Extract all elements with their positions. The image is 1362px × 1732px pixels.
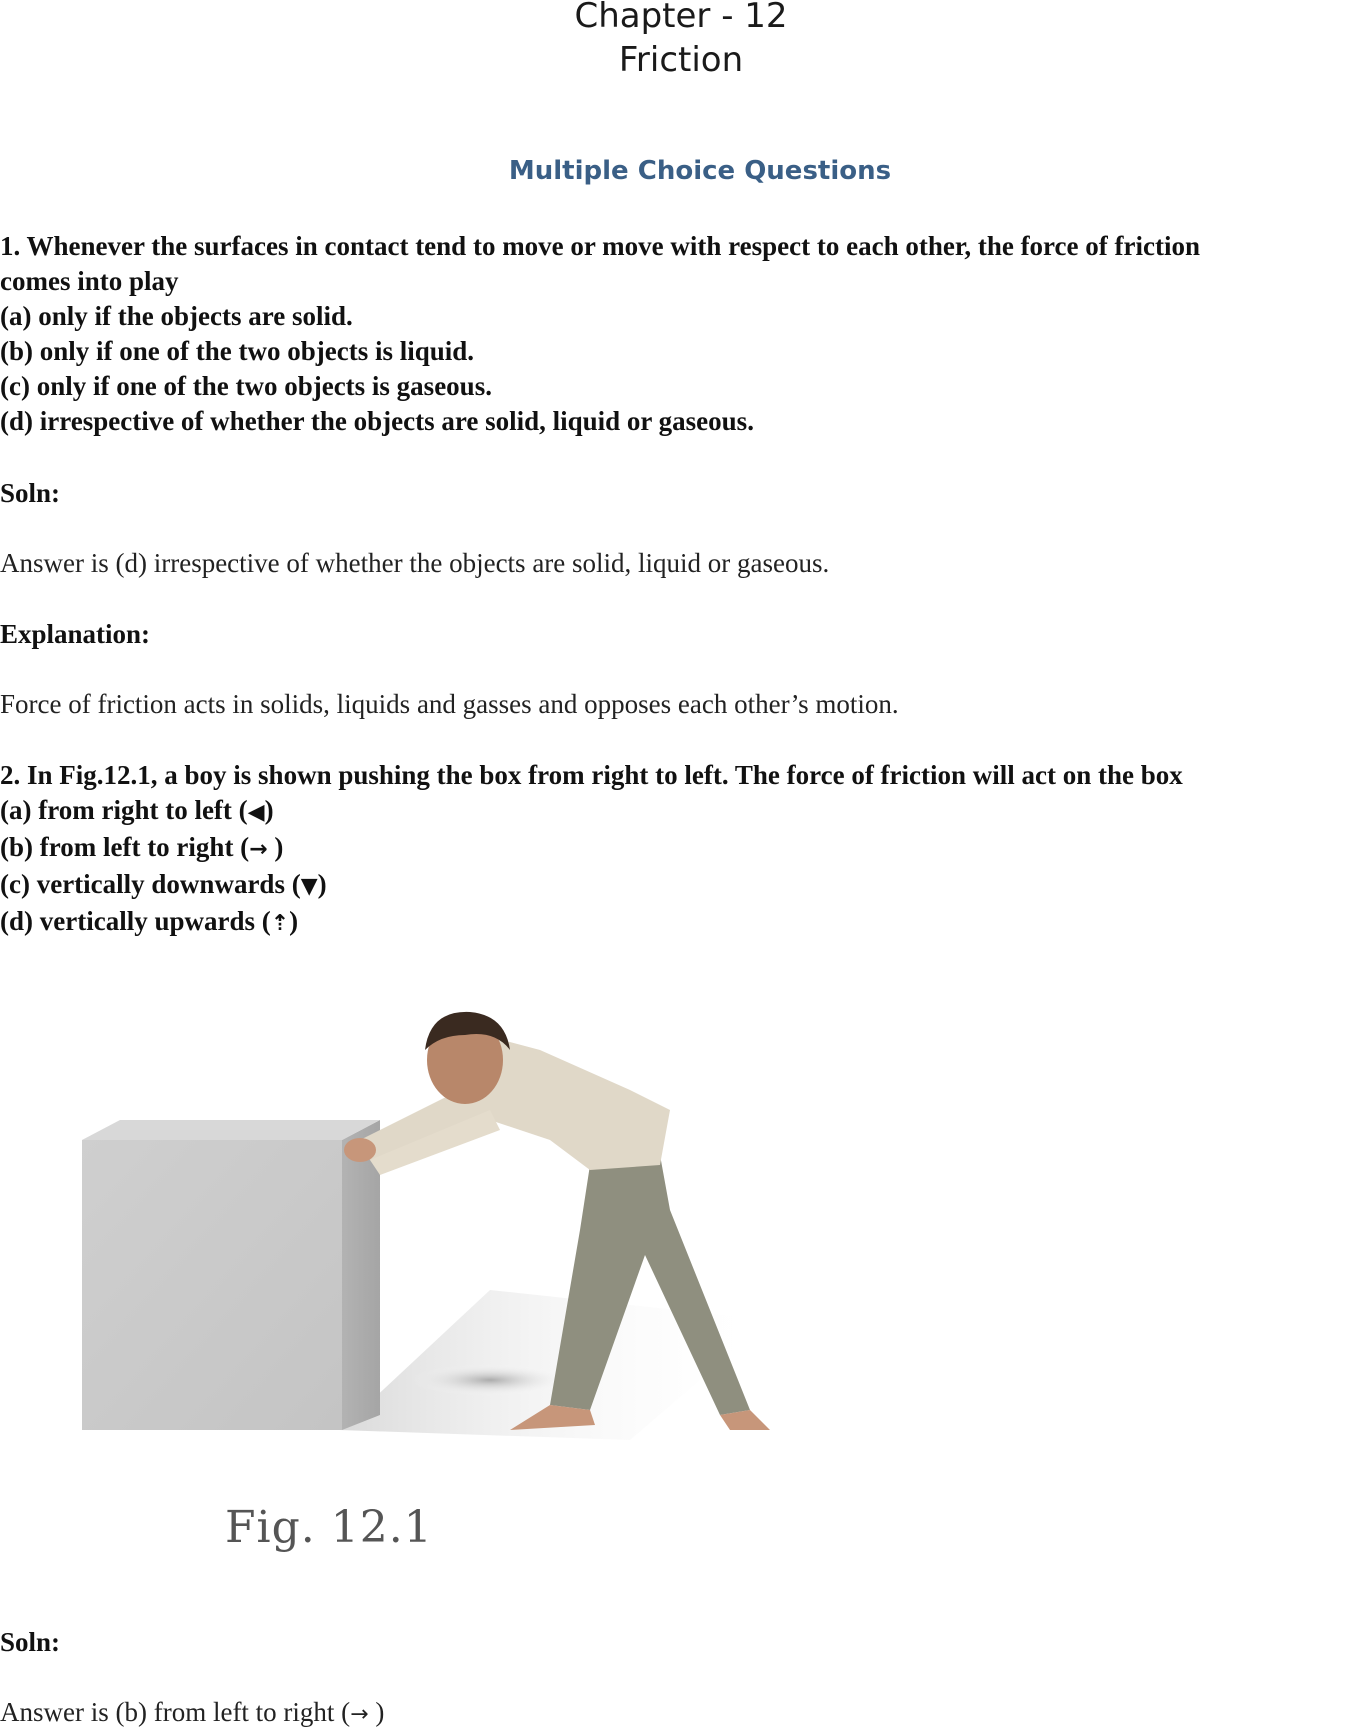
question-2: [0, 758, 1362, 941]
chapter-title: Friction: [618, 40, 744, 80]
question-1-explanation: Force of friction acts in solids, liquids and gasses and opposes each other’s motion.: [0, 689, 899, 719]
question-1-option-a: (a) only if the objects are solid.: [0, 301, 353, 331]
question-2-option-d: [0, 904, 1362, 941]
boy-pushing-box-illustration: [70, 990, 850, 1460]
chapter-number: Chapter - 12: [574, 0, 788, 36]
box-top: [82, 1120, 380, 1140]
question-1: [0, 229, 1362, 439]
box-side: [342, 1120, 380, 1430]
question-1-option-c: (c) only if one of the two objects is gaseous.: [0, 371, 492, 401]
question-1-option-b: (b) only if one of the two objects is liquid.: [0, 336, 475, 366]
question-1-option-d: (d) irrespective of whether the objects are solid, liquid or gaseous.: [0, 406, 754, 436]
question-1-text-line1: 1. Whenever the surfaces in contact tend to move or move with respect to each other, the force of friction: [0, 231, 1200, 261]
up-arrow-icon: ⇡: [270, 911, 290, 936]
question-1-explanation-label: Explanation:: [0, 619, 151, 649]
option-c-close: ): [317, 869, 327, 899]
chapter-header: [0, 0, 1362, 82]
option-c-text: (c) vertically downwards (: [0, 869, 301, 899]
question-2-text: 2. In Fig.12.1, a boy is shown pushing the box from right to left. The force of friction will act on the box: [0, 760, 1183, 790]
question-1-soln-label: Soln:: [0, 478, 61, 508]
boy-hand: [344, 1138, 376, 1162]
question-2-option-c: [0, 867, 1362, 904]
option-d-close: ): [289, 906, 299, 936]
question-2-answer-text: Answer is (b) from left to right (: [0, 1697, 351, 1727]
question-2-answer-close: ): [368, 1697, 385, 1727]
left-arrow-icon: ◀: [247, 800, 265, 825]
question-2-answer: [0, 1695, 1362, 1732]
section-heading: Multiple Choice Questions: [508, 156, 892, 186]
question-2-option-b: [0, 830, 1362, 867]
question-1-answer: Answer is (d) irrespective of whether the objects are solid, liquid or gaseous.: [0, 548, 830, 578]
option-a-close: ): [264, 795, 274, 825]
figure-caption: Fig. 12.1: [225, 1502, 433, 1553]
question-2-soln-label: Soln:: [0, 1627, 61, 1657]
feet-shadow: [410, 1364, 570, 1396]
question-1-text-line2: comes into play: [0, 266, 179, 296]
option-b-text: (b) from left to right (: [0, 832, 250, 862]
option-b-close: ): [267, 832, 284, 862]
question-2-option-a: [0, 793, 1362, 830]
right-arrow-icon: →: [350, 1702, 369, 1727]
right-arrow-icon: →: [249, 837, 268, 862]
option-a-text: (a) from right to left (: [0, 795, 248, 825]
box-front: [82, 1140, 342, 1430]
down-arrow-icon: ▼: [300, 874, 318, 899]
figure-boy-pushing-box: [70, 990, 850, 1460]
option-d-text: (d) vertically upwards (: [0, 906, 271, 936]
